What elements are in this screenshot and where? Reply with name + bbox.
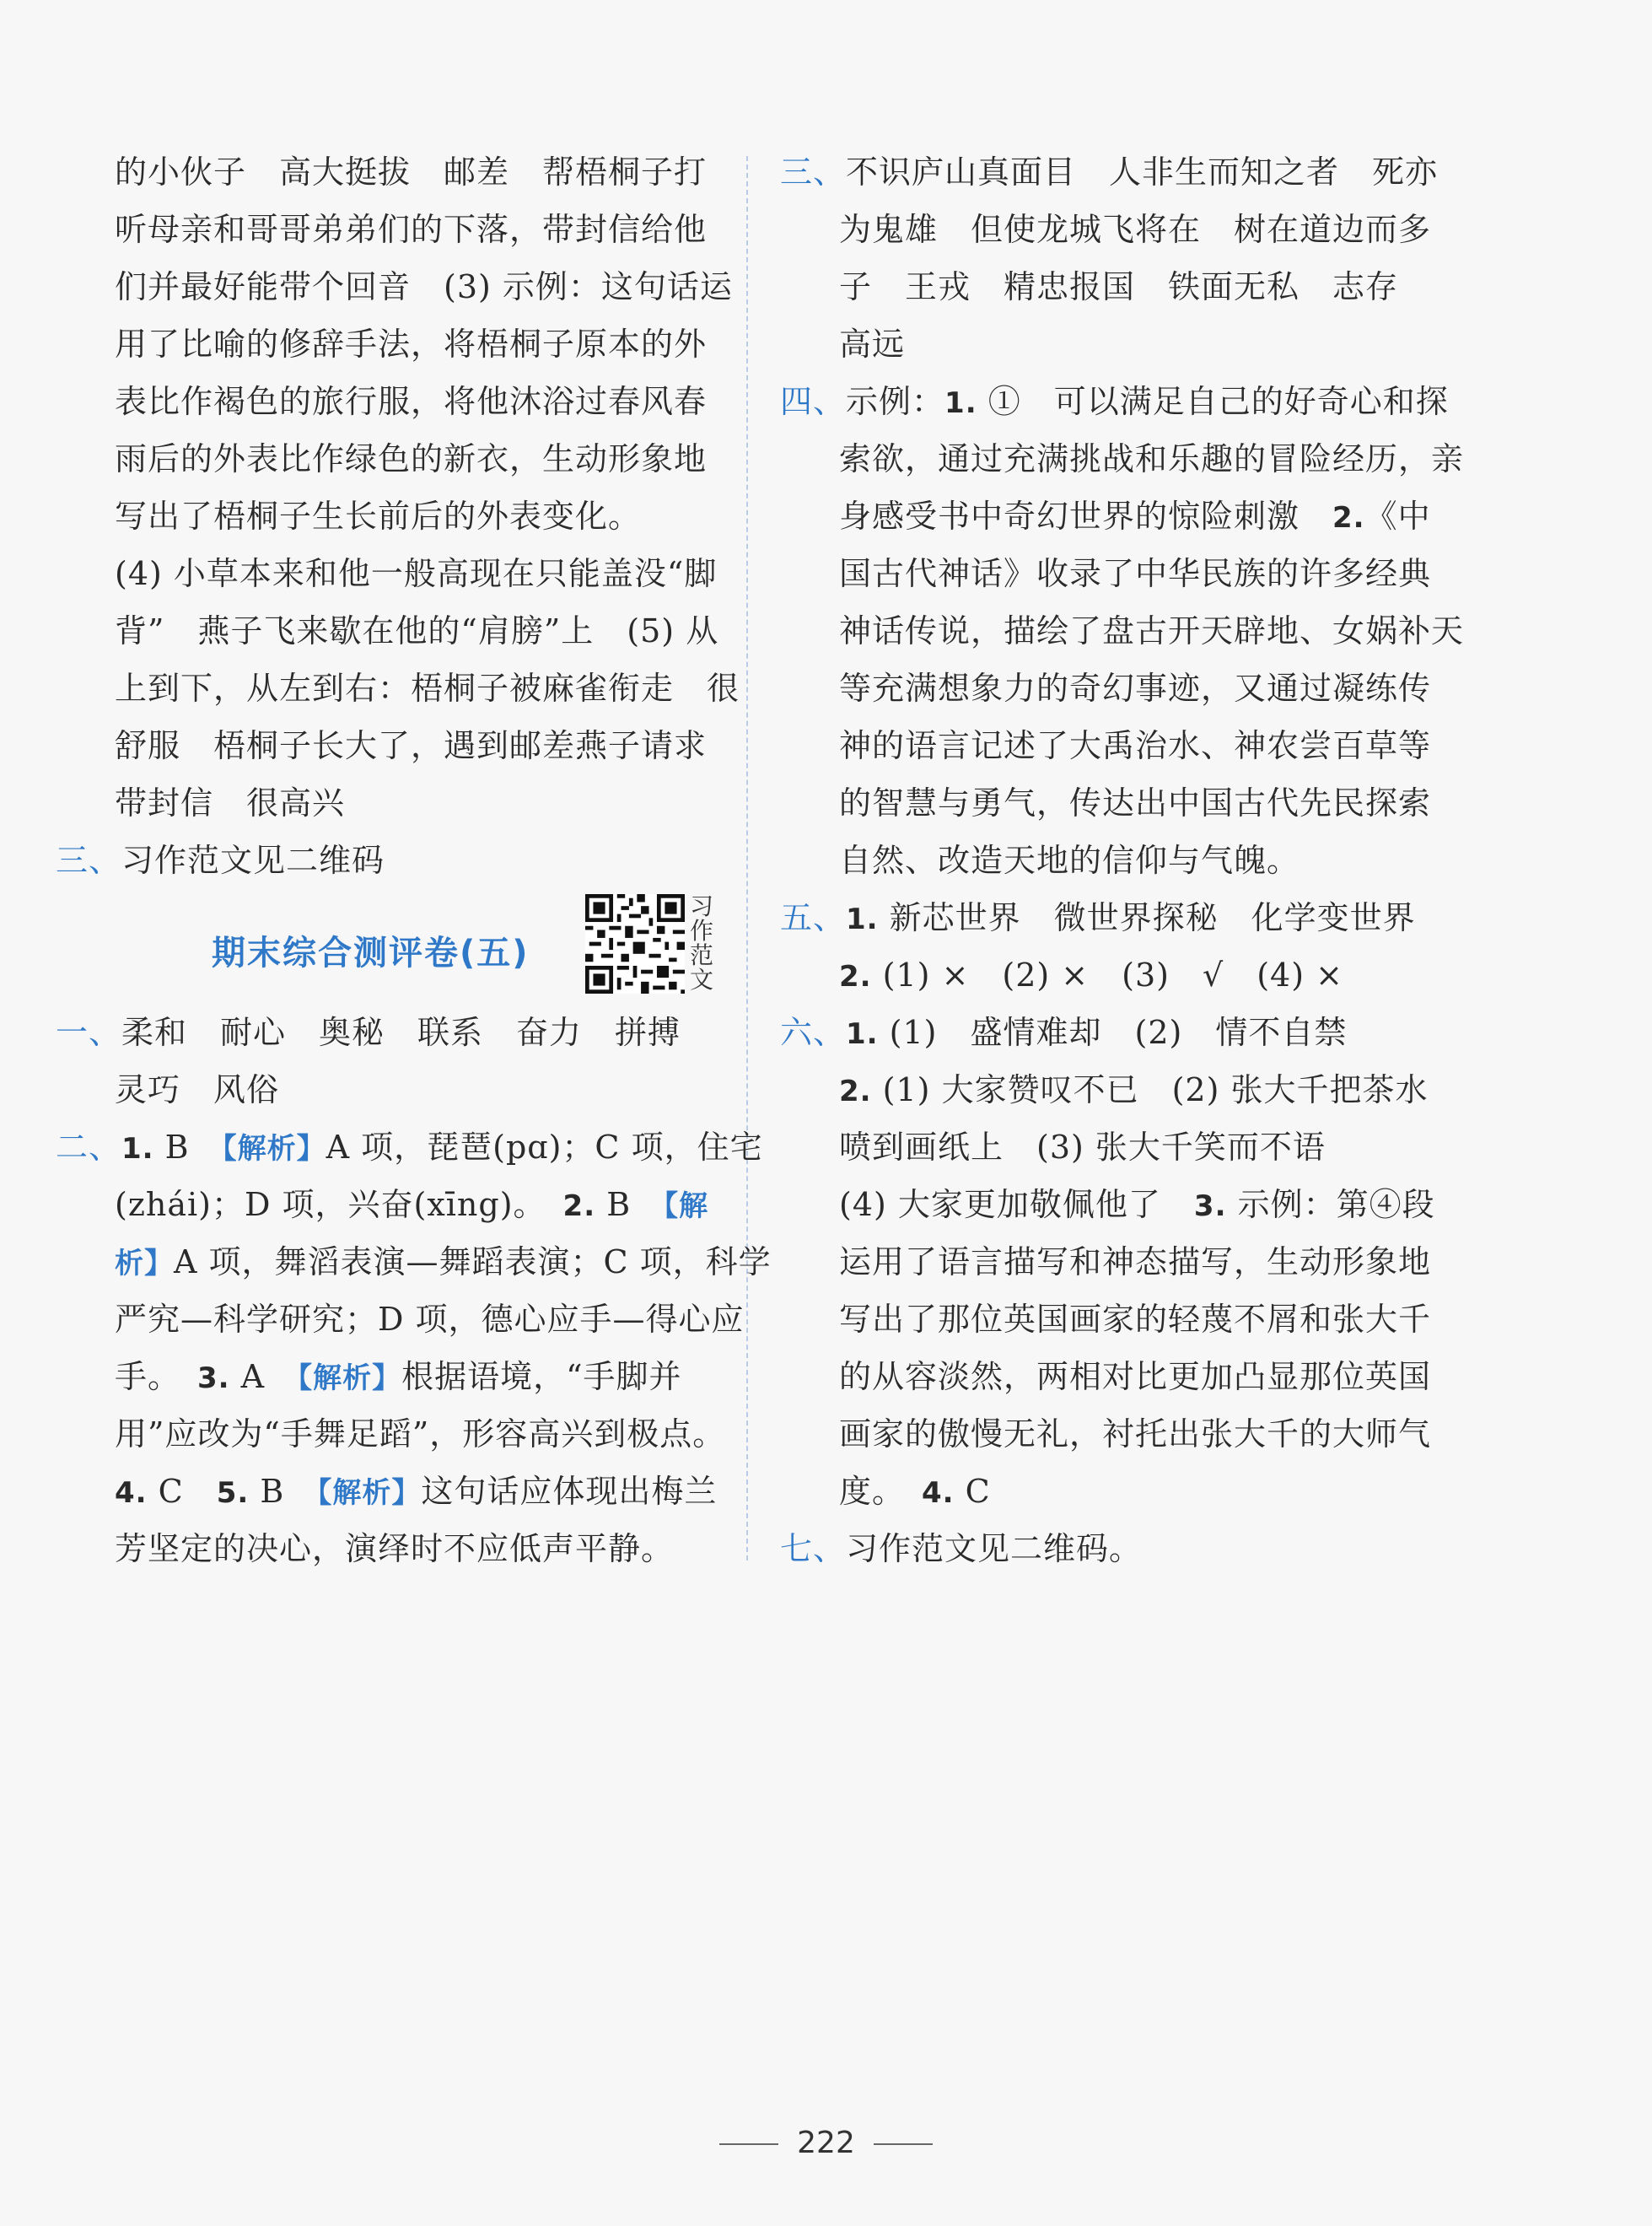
text-line: 用”应改为“手舞足蹈”，形容高兴到极点。 (115, 1415, 726, 1453)
section-number: 三、 (56, 842, 122, 879)
question-number: 1. (944, 386, 977, 420)
page-number-dash (874, 2143, 933, 2145)
text-line (56, 1176, 722, 1233)
answer-text: 习作范文见二维码。 (846, 1530, 1143, 1567)
qr-code-icon[interactable] (585, 894, 685, 994)
question-number: 3. (197, 1361, 230, 1395)
right-column (780, 143, 1465, 1577)
text-line: 雨后的外表比作绿色的新衣，生动形象地 (115, 440, 708, 477)
text-line: 灵巧 风俗 (115, 1071, 280, 1108)
question-number: 4. (922, 1476, 955, 1510)
section-text: 习作范文见二维码 (121, 842, 385, 879)
question-number: 5. (216, 1476, 250, 1510)
text-line: 的小伙子 高大挺拔 邮差 帮梧桐子打 (115, 154, 708, 191)
text-line (56, 1233, 772, 1291)
analysis-tag: 【解析】 (298, 1361, 402, 1395)
text-line: 等充满想象力的奇幻事迹，又通过凝练传 (839, 670, 1432, 707)
analysis-text: A 项，琵琶(pɑ)；C 项，住宅 (326, 1129, 763, 1166)
question-number: 3. (1193, 1189, 1227, 1223)
section-number: 三、 (780, 154, 847, 191)
text-line (780, 1463, 1455, 1520)
answer-choice: B (153, 1129, 223, 1166)
question-number: 1. (846, 903, 879, 936)
text-line: 芳坚定的决心，演绎时不应低声平静。 (115, 1530, 675, 1567)
analysis-tag: 【解析】 (222, 1132, 326, 1166)
page-number-value: 222 (797, 2126, 855, 2160)
analysis-text: A 项，舞滔表演—舞蹈表演；C 项，科学 (174, 1243, 772, 1280)
section-5-answer (780, 889, 1455, 946)
question-number: 2. (1332, 501, 1365, 535)
text-line: (4) 小草本来和他一般高现在只能盖没“脚 (115, 555, 718, 592)
text-line: 表比作褐色的旅行服，将他沐浴过春风春 (115, 383, 708, 420)
text-line: 写出了梧桐子生长前后的外表变化。 (115, 498, 642, 535)
page-number-dash (719, 2143, 778, 2145)
text-line: 子 王戎 精忠报国 铁面无私 志存 (839, 268, 1399, 305)
analysis-text: 手。 (115, 1358, 198, 1395)
analysis-tag: 【解析】 (317, 1476, 422, 1510)
text-line: 背” 燕子飞来歇在他的“肩膀”上 (5) 从 (115, 612, 719, 649)
page-title: 期末综合测评卷(五) (212, 934, 530, 973)
text-line: 听母亲和哥哥弟弟们的下落，带封信给他 (115, 211, 708, 248)
test-title-row (56, 894, 722, 1004)
text-line: 喷到画纸上 (3) 张大千笑而不语 (839, 1129, 1326, 1166)
section-2-answer (56, 1118, 763, 1176)
answer-text: (1) × (2) × (3) √ (4) × (871, 957, 1343, 994)
text-line (780, 946, 1455, 1004)
text-line (56, 1348, 722, 1405)
section-number: 一、 (56, 1014, 122, 1051)
page-number (0, 2126, 1652, 2160)
question-number: 4. (115, 1476, 148, 1510)
text-line: 自然、改造天地的信仰与气魄。 (839, 842, 1300, 879)
section-number: 五、 (780, 899, 847, 936)
answer-text: 不识庐山真面目 人非生而知之者 死亦 (846, 154, 1439, 191)
column-divider (746, 156, 748, 1560)
text-line (780, 1176, 1455, 1233)
qr-label: 习作范文 (690, 892, 714, 994)
answer-choice: B (595, 1186, 665, 1223)
text-line: 画家的傲慢无礼，衬托出张大千的大师气 (839, 1415, 1432, 1453)
text-line: 国古代神话》收录了中华民族的许多经典 (839, 555, 1432, 592)
answer-text: 示例：第④段 (1226, 1186, 1435, 1223)
question-number: 1. (846, 1017, 879, 1051)
section-3-answer (56, 832, 722, 889)
answer-text: 《中 (1364, 498, 1431, 535)
text-line: 神话传说，描绘了盘古开天辟地、女娲补天 (839, 612, 1465, 649)
left-column (56, 143, 772, 1577)
section-1-answer (56, 1004, 722, 1061)
answer-text: ① 可以满足自己的好奇心和探 (977, 383, 1449, 420)
section-number: 二、 (56, 1129, 122, 1166)
section-3-answer (780, 143, 1455, 201)
answer-choice: B (249, 1473, 318, 1510)
section-number: 四、 (780, 383, 847, 420)
analysis-tag: 析】 (115, 1247, 174, 1280)
text-line (56, 1463, 722, 1520)
text-line (780, 1061, 1455, 1118)
section-4-answer (780, 373, 1455, 430)
question-number: 1. (121, 1132, 154, 1166)
answer-text: (1) 大家赞叹不已 (2) 张大千把茶水 (871, 1071, 1429, 1108)
answer-text: 身感受书中奇幻世界的惊险刺激 (839, 498, 1333, 535)
text-line: 为鬼雄 但使龙城飞将在 树在道边而多 (839, 211, 1432, 248)
answer-text: 示例： (846, 383, 945, 420)
analysis-text: 根据语境，“手脚并 (401, 1358, 682, 1395)
analysis-tag: 【解 (664, 1189, 709, 1223)
section-number: 七、 (780, 1530, 847, 1567)
answer-text: C (954, 1473, 991, 1510)
text-line: 们并最好能带个回音 (3) 示例：这句话运 (115, 268, 733, 305)
analysis-text: (zhái)；D 项，兴奋(xīng)。 (115, 1186, 563, 1223)
text-line: 运用了语言描写和神态描写，生动形象地 (839, 1243, 1432, 1280)
answer-choice: A (229, 1358, 299, 1395)
text-line: 用了比喻的修辞手法，将梧桐子原本的外 (115, 326, 708, 363)
text-line: 神的语言记述了大禹治水、神农尝百草等 (839, 727, 1432, 764)
section-number: 六、 (780, 1014, 847, 1051)
section-6-answer (780, 1004, 1455, 1061)
text-line: 带封信 很高兴 (115, 784, 346, 822)
answer-text: 度。 (839, 1473, 923, 1510)
answer-text: 柔和 耐心 奥秘 联系 奋力 拼搏 (121, 1014, 681, 1051)
text-line: 的智慧与勇气，传达出中国古代先民探索 (839, 784, 1432, 822)
question-number: 2. (839, 1075, 872, 1108)
text-line: 索欲，通过充满挑战和乐趣的冒险经历，亲 (839, 440, 1465, 477)
text-line: 严究—科学研究；D 项，德心应手—得心应 (115, 1301, 745, 1338)
question-number: 2. (839, 960, 872, 994)
answer-choice: C (147, 1473, 217, 1510)
answer-text: 新芯世界 微世界探秘 化学变世界 (878, 899, 1416, 936)
text-line: 高远 (839, 326, 906, 363)
analysis-text: 这句话应体现出梅兰 (421, 1473, 718, 1510)
answer-text: (4) 大家更加敬佩他了 (839, 1186, 1194, 1223)
text-line (780, 488, 1455, 545)
answer-text: (1) 盛情难却 (2) 情不自禁 (878, 1014, 1348, 1051)
text-line: 舒服 梧桐子长大了，遇到邮差燕子请求 (115, 727, 708, 764)
text-line: 的从容淡然，两相对比更加凸显那位英国 (839, 1358, 1432, 1395)
text-line: 写出了那位英国画家的轻蔑不屑和张大千 (839, 1301, 1432, 1338)
question-number: 2. (562, 1189, 596, 1223)
text-line: 上到下，从左到右：梧桐子被麻雀衔走 很 (115, 670, 740, 707)
section-7-answer (780, 1520, 1455, 1577)
